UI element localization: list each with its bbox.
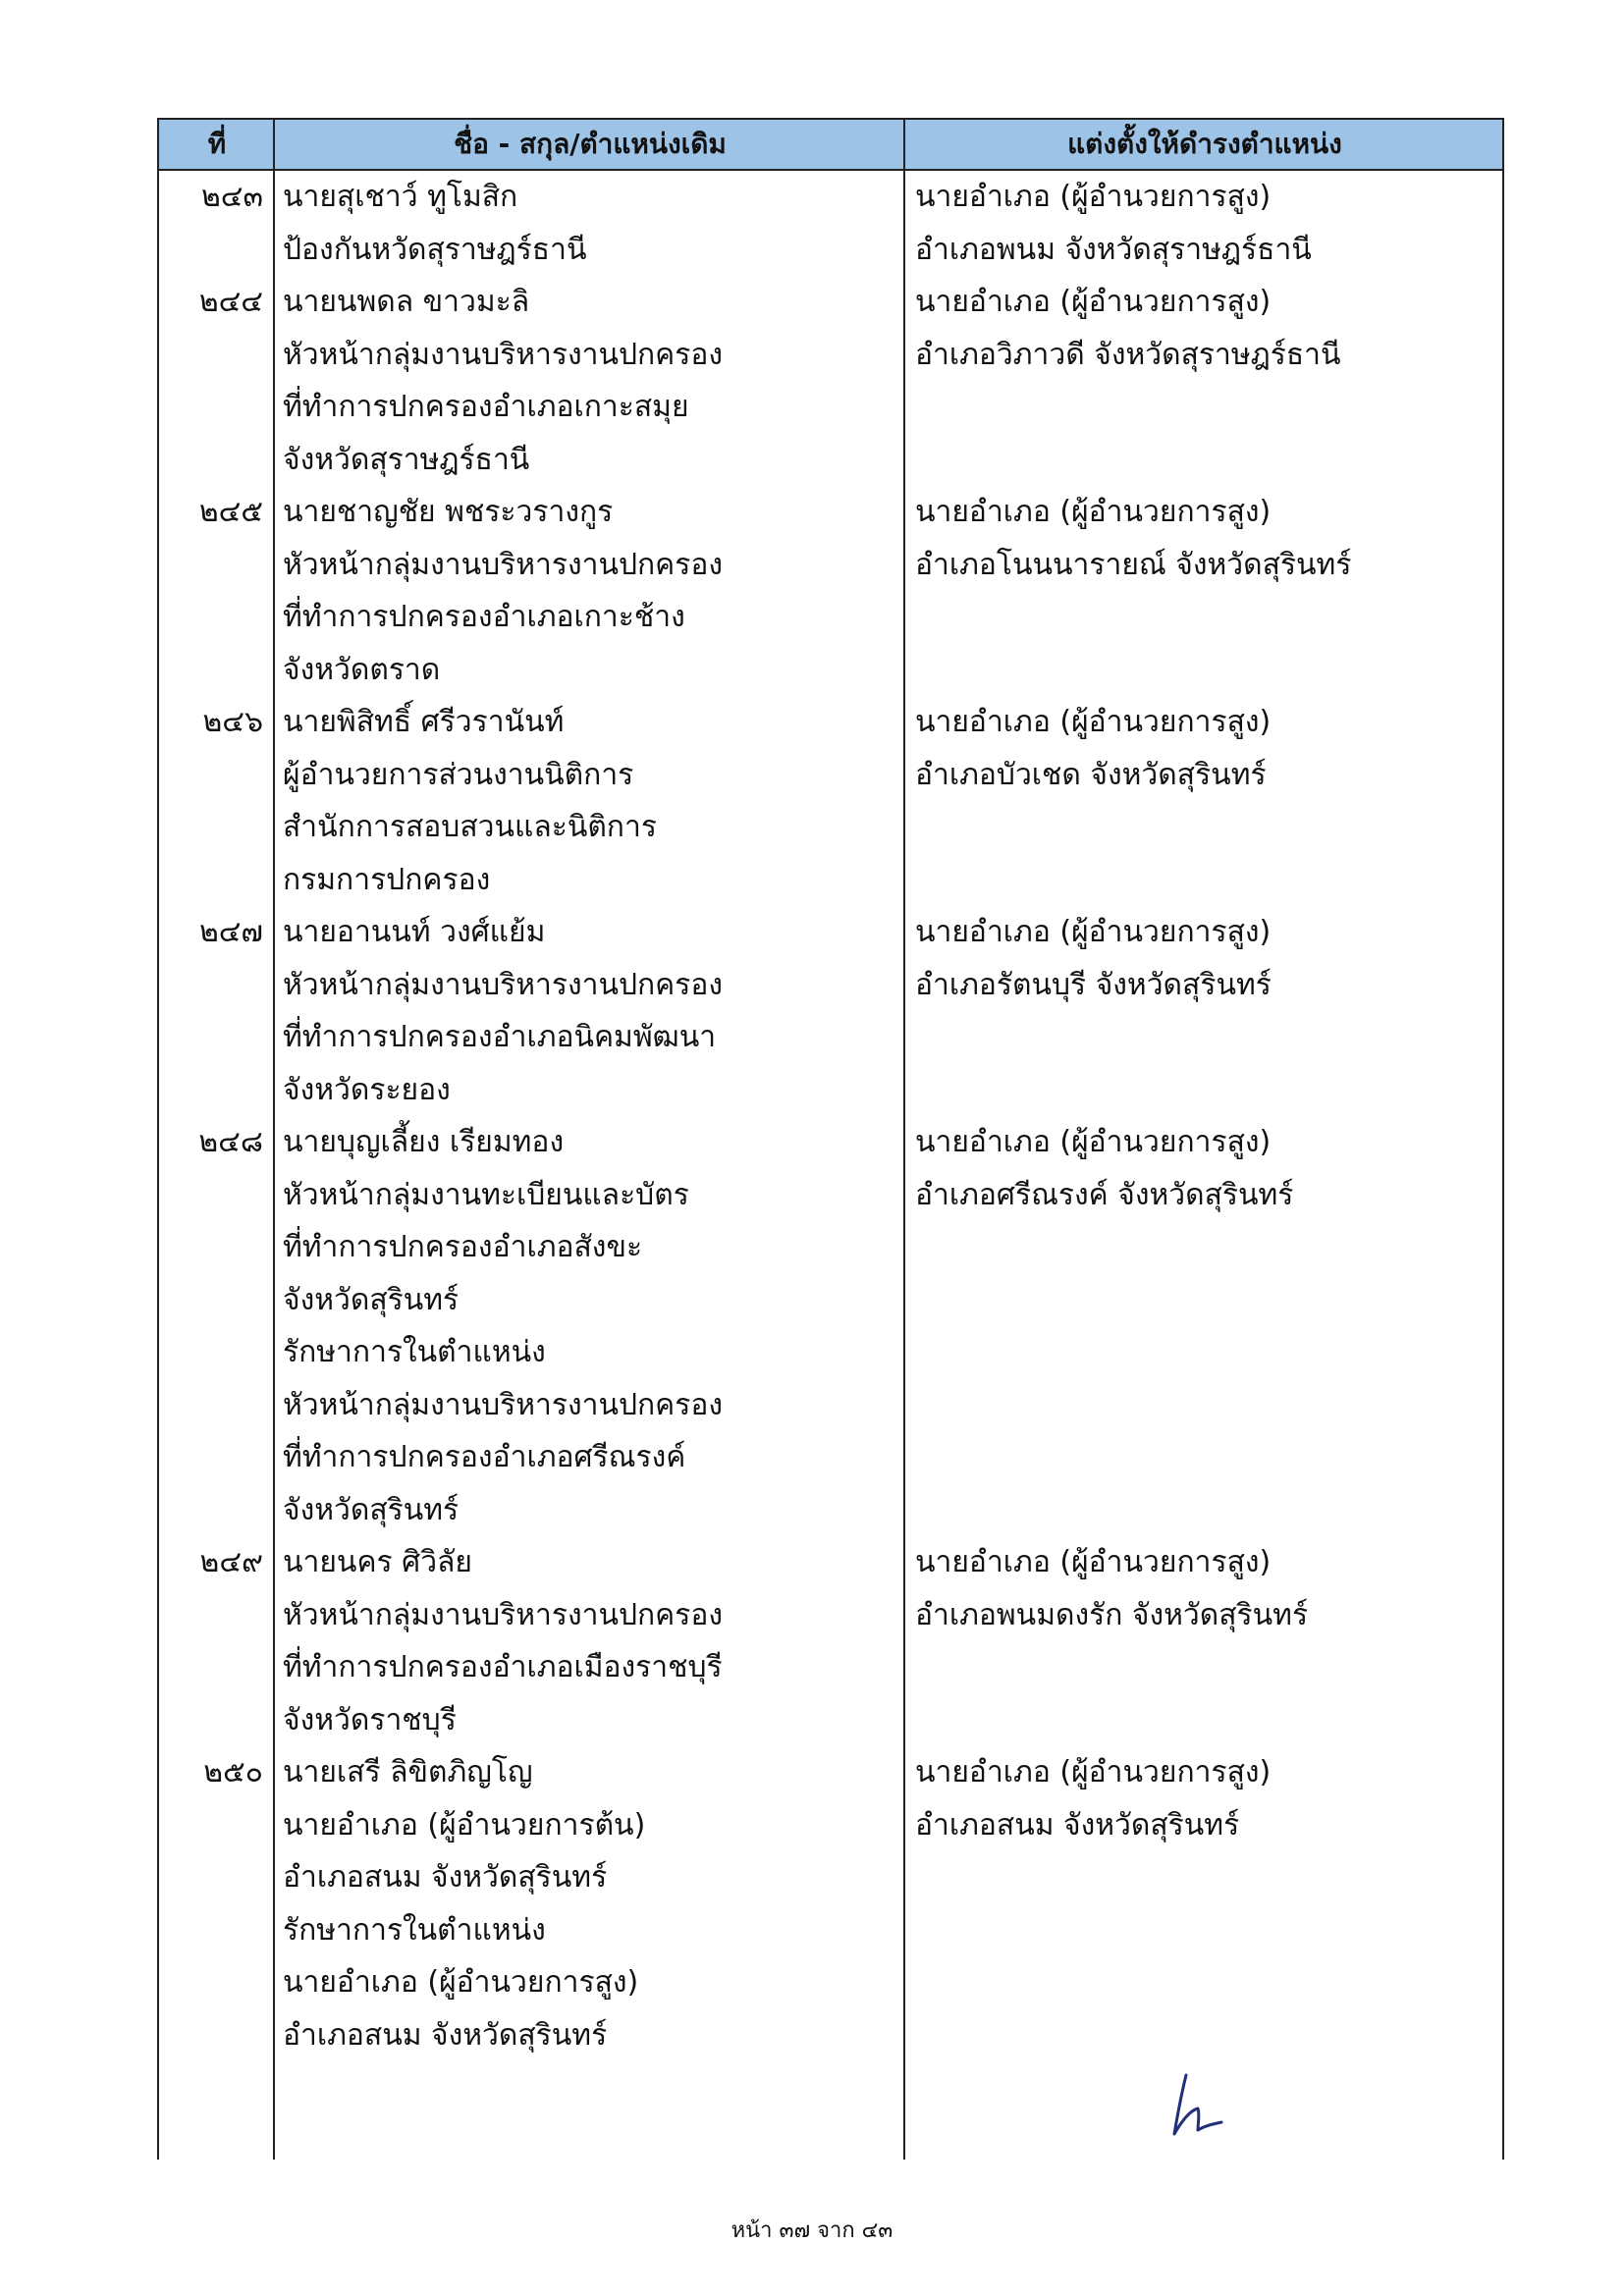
new-position-line: นายอำเภอ (ผู้อำนวยการสูง) <box>915 180 1272 214</box>
old-position-line: จังหวัดสุรินทร์ <box>283 1492 460 1527</box>
old-position-line: อำเภอสนม จังหวัดสุรินทร์ <box>283 2017 608 2053</box>
new-position-cell <box>915 1116 1494 1221</box>
old-position-cell <box>283 486 892 696</box>
old-position-line: ที่ทำการปกครองอำเภอเมืองราชบุรี <box>283 1650 723 1684</box>
old-position-line: สำนักการสอบสวนและนิติการ <box>283 810 657 844</box>
old-position-line: นายบุญเลี้ยง เรียมทอง <box>283 1125 565 1159</box>
old-position-line: นายสุเชาว์ ทูโมสิก <box>283 180 518 214</box>
old-position-line: ผู้อำนวยการส่วนงานนิติการ <box>283 757 634 792</box>
new-position-line: นายอำเภอ (ผู้อำนวยการสูง) <box>915 705 1272 739</box>
old-position-line: จังหวัดสุราษฎร์ธานี <box>283 442 530 477</box>
new-position-line: อำเภอพนมดงรัก จังหวัดสุรินทร์ <box>915 1597 1309 1632</box>
old-position-line: นายเสรี ลิขิตภิญโญ <box>283 1755 533 1789</box>
old-position-line: จังหวัดตราด <box>283 652 441 687</box>
old-position-cell <box>283 906 892 1116</box>
table-row <box>157 1116 1504 1536</box>
new-position-line: นายอำเภอ (ผู้อำนวยการสูง) <box>915 1125 1272 1159</box>
old-position-line: ป้องกันหวัดสุราษฎร์ธานี <box>283 232 587 267</box>
old-position-line: ที่ทำการปกครองอำเภอเกาะช้าง <box>283 600 685 634</box>
old-position-line: ที่ทำการปกครองอำเภอนิคมพัฒนา <box>283 1020 717 1054</box>
row-number: ๒๔๙ <box>199 1545 263 1579</box>
old-position-cell <box>283 1746 892 2061</box>
signature-icon <box>1168 2071 1227 2140</box>
old-position-line: หัวหน้ากลุ่มงานบริหารงานปกครอง <box>283 1597 724 1632</box>
new-position-line: อำเภอบัวเชด จังหวัดสุรินทร์ <box>915 757 1267 792</box>
old-position-line: นายอานนท์ วงศ์แย้ม <box>283 915 546 949</box>
old-position-line: นายอำเภอ (ผู้อำนวยการสูง) <box>283 1965 639 2000</box>
new-position-line: อำเภอพนม จังหวัดสุราษฎร์ธานี <box>915 232 1312 267</box>
old-position-line: นายชาญชัย พชระวรางกูร <box>283 495 614 529</box>
row-number: ๒๕๐ <box>203 1755 263 1789</box>
old-position-line: รักษาการในตำแหน่ง <box>283 1335 546 1369</box>
old-position-cell <box>283 1536 892 1746</box>
table-row <box>157 696 1504 906</box>
row-number: ๒๔๓ <box>201 180 263 214</box>
old-position-line: จังหวัดสุรินทร์ <box>283 1282 460 1317</box>
header-new-position: แต่งตั้งให้ดำรงตำแหน่ง <box>1067 128 1342 160</box>
old-position-line: หัวหน้ากลุ่มงานบริหารงานปกครอง <box>283 337 724 372</box>
old-position-line: กรมการปกครอง <box>283 862 491 897</box>
new-position-cell <box>915 486 1494 591</box>
old-position-line: รักษาการในตำแหน่ง <box>283 1912 546 1948</box>
new-position-line: นายอำเภอ (ผู้อำนวยการสูง) <box>915 915 1272 949</box>
table-row <box>157 171 1504 276</box>
old-position-line: หัวหน้ากลุ่มงานบริหารงานปกครอง <box>283 547 724 582</box>
table-row <box>157 486 1504 696</box>
old-position-line: นายนพดล ขาวมะลิ <box>283 285 530 319</box>
new-position-cell <box>915 1746 1494 1851</box>
old-position-line: นายนคร ศิวิลัย <box>283 1545 473 1579</box>
old-position-line: ที่ทำการปกครองอำเภอเกาะสมุย <box>283 390 689 424</box>
header-name-old-position: ชื่อ - สกุล/ตำแหน่งเดิม <box>454 128 727 160</box>
new-position-cell <box>915 171 1494 276</box>
old-position-line: นายพิสิทธิ์ ศรีวรานันท์ <box>283 705 565 739</box>
row-number: ๒๔๖ <box>202 705 263 739</box>
row-number: ๒๔๕ <box>198 495 263 529</box>
old-position-line: อำเภอสนม จังหวัดสุรินทร์ <box>283 1860 608 1895</box>
old-position-cell <box>283 696 892 906</box>
old-position-line: จังหวัดระยอง <box>283 1072 451 1107</box>
old-position-cell <box>283 1116 892 1536</box>
new-position-line: นายอำเภอ (ผู้อำนวยการสูง) <box>915 1545 1272 1579</box>
new-position-line: อำเภอรัตนบุรี จังหวัดสุรินทร์ <box>915 967 1272 1002</box>
table-row <box>157 906 1504 1116</box>
new-position-cell <box>915 1536 1494 1641</box>
table-row <box>157 1746 1504 2061</box>
new-position-line: อำเภอวิภาวดี จังหวัดสุราษฎร์ธานี <box>915 337 1341 372</box>
old-position-line: ที่ทำการปกครองอำเภอศรีณรงค์ <box>283 1440 686 1474</box>
old-position-line: จังหวัดราชบุรี <box>283 1702 457 1737</box>
header-number: ที่ <box>207 128 227 160</box>
old-position-line: นายอำเภอ (ผู้อำนวยการต้น) <box>283 1807 646 1842</box>
table-row <box>157 1536 1504 1746</box>
row-number: ๒๔๘ <box>198 1125 263 1159</box>
new-position-line: นายอำเภอ (ผู้อำนวยการสูง) <box>915 285 1272 319</box>
new-position-cell <box>915 276 1494 381</box>
row-number: ๒๔๗ <box>198 915 263 949</box>
new-position-line: นายอำเภอ (ผู้อำนวยการสูง) <box>915 495 1272 529</box>
old-position-line: หัวหน้ากลุ่มงานบริหารงานปกครอง <box>283 967 724 1002</box>
new-position-line: อำเภอโนนนารายณ์ จังหวัดสุรินทร์ <box>915 547 1352 582</box>
old-position-cell <box>283 276 892 486</box>
old-position-cell <box>283 171 892 276</box>
new-position-line: นายอำเภอ (ผู้อำนวยการสูง) <box>915 1755 1272 1789</box>
page-number: หน้า ๓๗ จาก ๔๓ <box>731 2218 893 2243</box>
new-position-line: อำเภอสนม จังหวัดสุรินทร์ <box>915 1807 1240 1842</box>
appointment-table <box>157 118 1504 2160</box>
table-header <box>157 118 1504 171</box>
row-number: ๒๔๔ <box>198 285 263 319</box>
table-row <box>157 276 1504 486</box>
new-position-line: อำเภอศรีณรงค์ จังหวัดสุรินทร์ <box>915 1177 1294 1212</box>
old-position-line: หัวหน้ากลุ่มงานทะเบียนและบัตร <box>283 1177 689 1212</box>
new-position-cell <box>915 696 1494 801</box>
old-position-line: ที่ทำการปกครองอำเภอสังขะ <box>283 1230 643 1264</box>
new-position-cell <box>915 906 1494 1011</box>
old-position-line: หัวหน้ากลุ่มงานบริหารงานปกครอง <box>283 1387 724 1422</box>
